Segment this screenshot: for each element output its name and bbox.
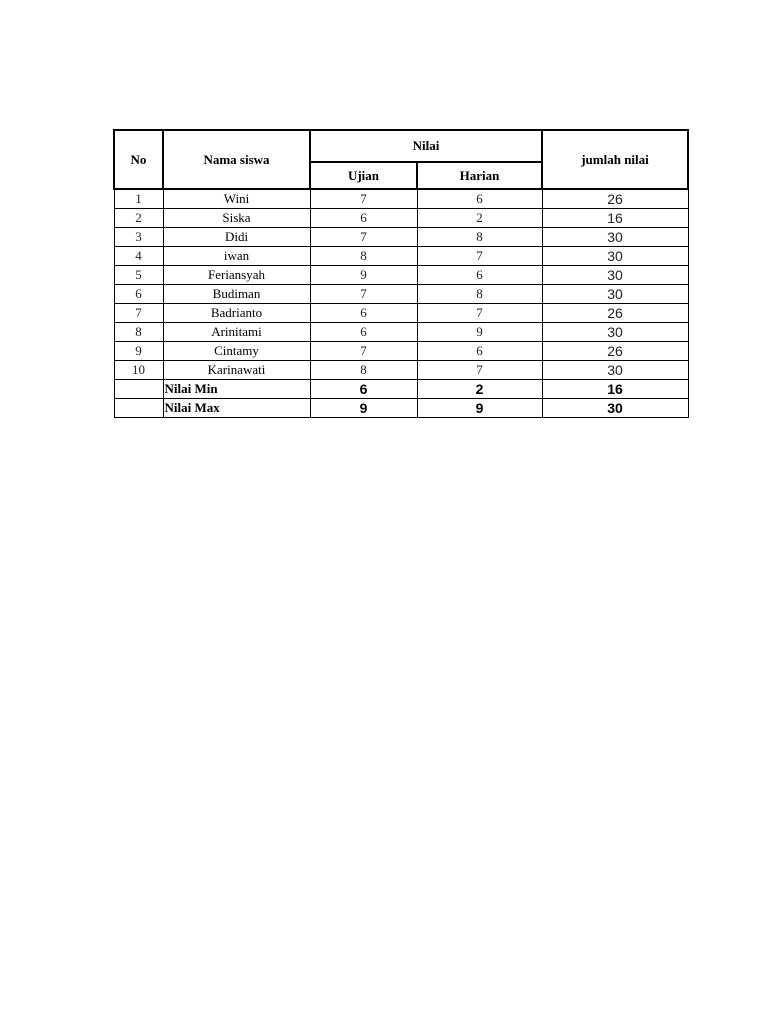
cell-empty [114,380,163,399]
header-row-top [114,130,688,162]
cell-name: Wini [163,189,310,209]
cell-jumlah: 26 [542,189,688,209]
cell-no: 1 [114,189,163,209]
table-row [114,209,688,228]
summary-row-min [114,380,688,399]
cell-no: 7 [114,304,163,323]
summary-label-min: Nilai Min [163,380,310,399]
cell-harian: 8 [417,228,542,247]
cell-harian: 6 [417,342,542,361]
summary-min-harian: 2 [417,380,542,399]
header-harian: Harian [417,162,542,189]
cell-no: 8 [114,323,163,342]
cell-jumlah: 30 [542,247,688,266]
cell-jumlah: 26 [542,342,688,361]
cell-name: iwan [163,247,310,266]
cell-ujian: 7 [310,228,417,247]
cell-jumlah: 30 [542,266,688,285]
cell-ujian: 9 [310,266,417,285]
table-row [114,189,688,209]
header-no: No [114,130,163,189]
summary-min-jumlah: 16 [542,380,688,399]
cell-ujian: 7 [310,285,417,304]
table-row [114,266,688,285]
cell-harian: 9 [417,323,542,342]
cell-ujian: 8 [310,361,417,380]
cell-harian: 7 [417,361,542,380]
cell-name: Arinitami [163,323,310,342]
summary-row-max [114,399,688,418]
cell-ujian: 6 [310,209,417,228]
header-name: Nama siswa [163,130,310,189]
cell-empty [114,399,163,418]
cell-no: 2 [114,209,163,228]
table-row [114,323,688,342]
score-table-container [113,129,689,418]
cell-jumlah: 30 [542,361,688,380]
cell-ujian: 7 [310,189,417,209]
cell-harian: 2 [417,209,542,228]
cell-no: 9 [114,342,163,361]
cell-jumlah: 30 [542,323,688,342]
summary-max-ujian: 9 [310,399,417,418]
cell-ujian: 6 [310,323,417,342]
table-row [114,361,688,380]
cell-no: 10 [114,361,163,380]
cell-harian: 7 [417,247,542,266]
cell-name: Karinawati [163,361,310,380]
cell-harian: 7 [417,304,542,323]
summary-max-jumlah: 30 [542,399,688,418]
table-row [114,342,688,361]
cell-harian: 6 [417,189,542,209]
cell-name: Cintamy [163,342,310,361]
cell-no: 3 [114,228,163,247]
cell-ujian: 6 [310,304,417,323]
cell-harian: 6 [417,266,542,285]
cell-no: 6 [114,285,163,304]
table-row [114,228,688,247]
summary-max-harian: 9 [417,399,542,418]
header-ujian: Ujian [310,162,417,189]
cell-name: Didi [163,228,310,247]
table-row [114,247,688,266]
summary-min-ujian: 6 [310,380,417,399]
cell-jumlah: 30 [542,228,688,247]
header-nilai: Nilai [310,130,542,162]
cell-harian: 8 [417,285,542,304]
cell-name: Budiman [163,285,310,304]
cell-jumlah: 16 [542,209,688,228]
cell-jumlah: 30 [542,285,688,304]
table-row [114,285,688,304]
cell-name: Badrianto [163,304,310,323]
cell-no: 5 [114,266,163,285]
score-table [113,129,689,418]
table-row [114,304,688,323]
cell-ujian: 8 [310,247,417,266]
header-jumlah: jumlah nilai [542,130,688,189]
summary-label-max: Nilai Max [163,399,310,418]
cell-name: Siska [163,209,310,228]
cell-no: 4 [114,247,163,266]
cell-jumlah: 26 [542,304,688,323]
cell-ujian: 7 [310,342,417,361]
cell-name: Feriansyah [163,266,310,285]
